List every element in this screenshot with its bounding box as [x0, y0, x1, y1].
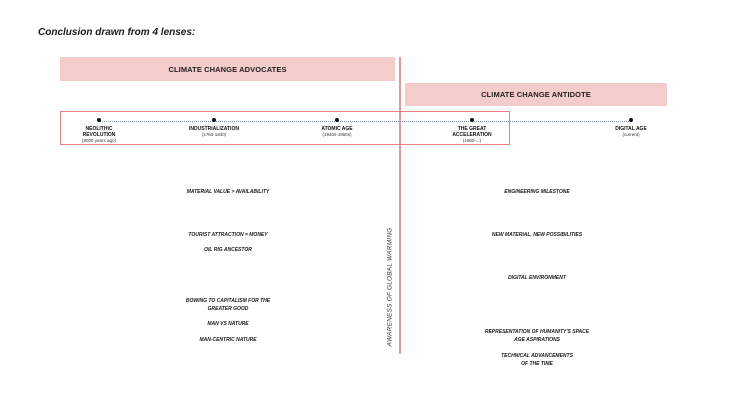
timeline-item-atomic-age	[282, 118, 392, 138]
timeline-date: (current)	[622, 132, 640, 137]
timeline-item-digital-age	[576, 118, 686, 138]
timeline-date: (1940s-1960s)	[322, 132, 352, 137]
note-line: MAN VS NATURE	[207, 321, 249, 327]
advocates-note	[153, 297, 303, 313]
vertical-divider	[399, 57, 401, 354]
timeline-date: (1950-...)	[462, 138, 482, 143]
advocates-note	[153, 231, 303, 239]
climate-change-antidote-banner: CLIMATE CHANGE ANTIDOTE	[405, 83, 667, 106]
note-line: MAN-CENTRIC NATURE	[199, 337, 257, 343]
note-line: TOURIST ATTRACTION = MONEY	[188, 232, 268, 238]
note-line: OIL RIG ANCESTOR	[204, 247, 252, 253]
antidote-note	[462, 352, 612, 368]
timeline-dot	[335, 118, 339, 122]
advocates-note	[153, 246, 303, 254]
timeline-label: REVOLUTION	[82, 132, 116, 138]
timeline-item-great-acceleration	[417, 118, 527, 144]
note-line: TECHNICAL ADVANCEMENTS	[501, 353, 573, 359]
timeline-label: ACCELERATION	[452, 132, 492, 138]
advocates-note	[153, 188, 303, 196]
timeline-date: (8000 years ago)	[81, 138, 117, 143]
timeline-dot	[470, 118, 474, 122]
page-heading: Conclusion drawn from 4 lenses:	[38, 27, 196, 38]
timeline-label: NEOLITHIC	[85, 126, 113, 132]
antidote-note	[462, 328, 612, 344]
note-line: GREATER GOOD	[207, 306, 249, 312]
timeline-date: (1760-1840)	[201, 132, 227, 137]
note-line: NEW MATERIAL, NEW POSSIBILITIES	[491, 232, 583, 238]
antidote-note	[462, 231, 612, 239]
climate-change-advocates-banner: CLIMATE CHANGE ADVOCATES	[60, 57, 395, 81]
antidote-note	[462, 274, 612, 282]
timeline-dot	[97, 118, 101, 122]
note-line: OF THE TIME	[521, 361, 553, 367]
advocates-note	[153, 320, 303, 328]
timeline-label: DIGITAL AGE	[615, 126, 647, 132]
note-line: AGE ASPIRATIONS	[514, 337, 560, 343]
timeline-label: INDUSTRIALIZATION	[189, 126, 239, 132]
timeline-label: THE GREAT	[457, 126, 487, 132]
timeline-item-neolithic-revolution	[44, 118, 154, 144]
antidote-note	[462, 188, 612, 196]
awareness-axis-label-text: AWARENESS OF GLOBAL WARMING	[386, 227, 394, 347]
note-line: BOWING TO CAPITALISM FOR THE	[185, 298, 271, 304]
note-line: MATERIAL VALUE > AVAILABILITY	[186, 189, 270, 195]
timeline-item-industrialization	[159, 118, 269, 138]
timeline-label: ATOMIC AGE	[321, 126, 353, 132]
timeline-dot	[212, 118, 216, 122]
advocates-note	[153, 336, 303, 344]
note-line: DIGITAL ENVIRONMENT	[508, 275, 566, 281]
timeline-dot	[629, 118, 633, 122]
note-line: ENGINEERING MILESTONE	[504, 189, 570, 195]
note-line: REPRESENTATION OF HUMANITY'S SPACE	[484, 329, 590, 335]
